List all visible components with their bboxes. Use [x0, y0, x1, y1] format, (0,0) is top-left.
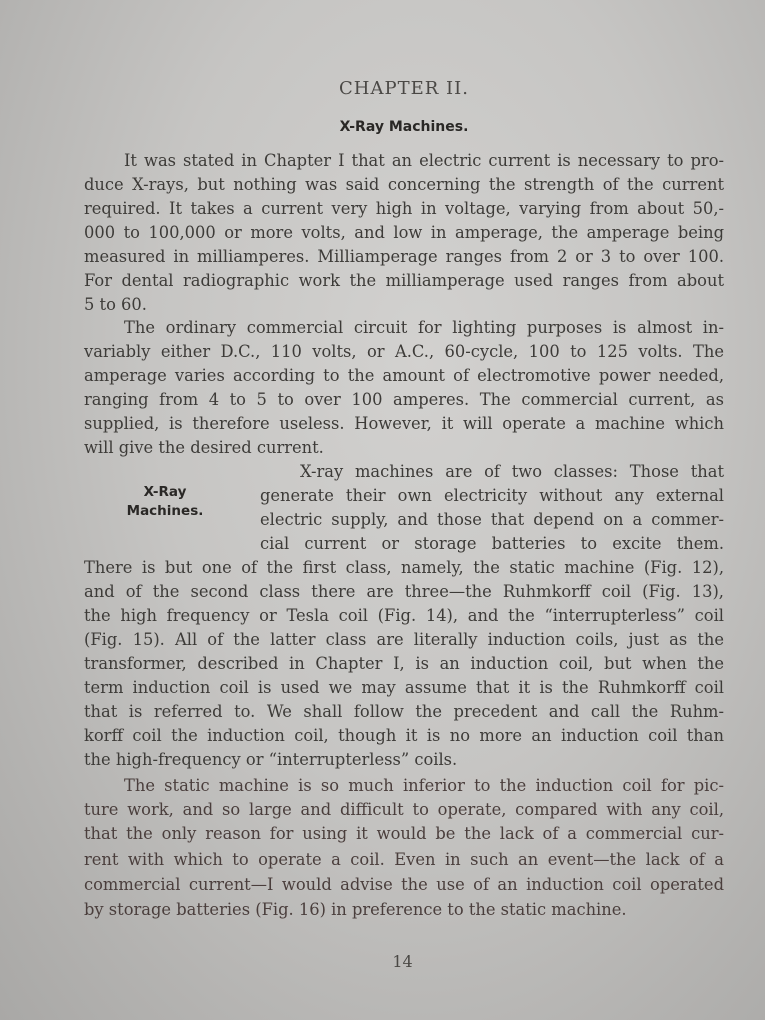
body-line: X-ray machines are of two classes: Those that — [300, 462, 724, 481]
body-line: 5 to 60. — [84, 295, 147, 314]
body-line: The ordinary commercial circuit for lighting purposes is almost in- — [124, 318, 724, 337]
page-number: 14 — [392, 952, 413, 971]
side-label-line2: Machines. — [126, 503, 204, 519]
body-line: There is but one of the first class, namely, the static machine (Fig. 12), — [84, 558, 724, 577]
body-line: term induction coil is used we may assume that it is the Ruhmkorff coil — [84, 678, 724, 697]
body-line: supplied, is therefore useless. However, it will operate a machine which — [84, 414, 724, 433]
body-line: For dental radiographic work the milliamperage used ranges from about — [84, 271, 724, 290]
body-line: the high-frequency or “interrupterless” coils. — [84, 750, 458, 769]
section-title: X-Ray Machines. — [339, 119, 469, 135]
body-line: 000 to 100,000 or more volts, and low in amperage, the amperage being — [84, 223, 724, 242]
body-line: duce X-rays, but nothing was said concerning the strength of the current — [84, 175, 724, 194]
body-line: by storage batteries (Fig. 16) in preference to the static machine. — [84, 900, 627, 919]
body-line: that is referred to. We shall follow the precedent and call the Ruhm- — [84, 702, 724, 721]
body-line: commercial current—I would advise the use of an induction coil operated — [84, 875, 724, 894]
body-line: electric supply, and those that depend on a commer- — [260, 510, 724, 529]
body-line: measured in milliamperes. Milliamperage ranges from 2 or 3 to over 100. — [84, 247, 724, 266]
body-line: cial current or storage batteries to excite them. — [260, 534, 724, 553]
body-line: amperage varies according to the amount of electromotive power needed, — [84, 366, 724, 385]
body-line: transformer, described in Chapter I, is an induction coil, but when the — [84, 654, 724, 673]
body-line: that the only reason for using it would be the lack of a commercial cur- — [84, 824, 724, 843]
body-line: (Fig. 15). All of the latter class are literally induction coils, just as the — [84, 630, 724, 649]
body-line: ture work, and so large and difficult to operate, compared with any coil, — [84, 800, 724, 819]
side-label-line1: X-Ray — [143, 484, 187, 500]
body-line: The static machine is so much inferior to the induction coil for pic- — [124, 776, 724, 795]
body-line: will give the desired current. — [84, 438, 324, 457]
body-line: korff coil the induction coil, though it is no more an induction coil than — [84, 726, 724, 745]
body-line: generate their own electricity without any external — [260, 486, 724, 505]
body-line: the high frequency or Tesla coil (Fig. 14), and the “interrupterless” coil — [84, 606, 724, 625]
chapter-heading: CHAPTER II. — [339, 78, 469, 99]
body-line: variably either D.C., 110 volts, or A.C., 60-cycle, 100 to 125 volts. The — [84, 342, 724, 361]
body-line: ranging from 4 to 5 to over 100 amperes. The commercial current, as — [84, 390, 724, 409]
body-line: rent with which to operate a coil. Even in such an event—the lack of a — [84, 850, 724, 869]
body-line: required. It takes a current very high in voltage, varying from about 50,- — [84, 199, 724, 218]
body-line: It was stated in Chapter I that an electric current is necessary to pro- — [124, 151, 724, 170]
body-line: and of the second class there are three—the Ruhmkorff coil (Fig. 13), — [84, 582, 724, 601]
